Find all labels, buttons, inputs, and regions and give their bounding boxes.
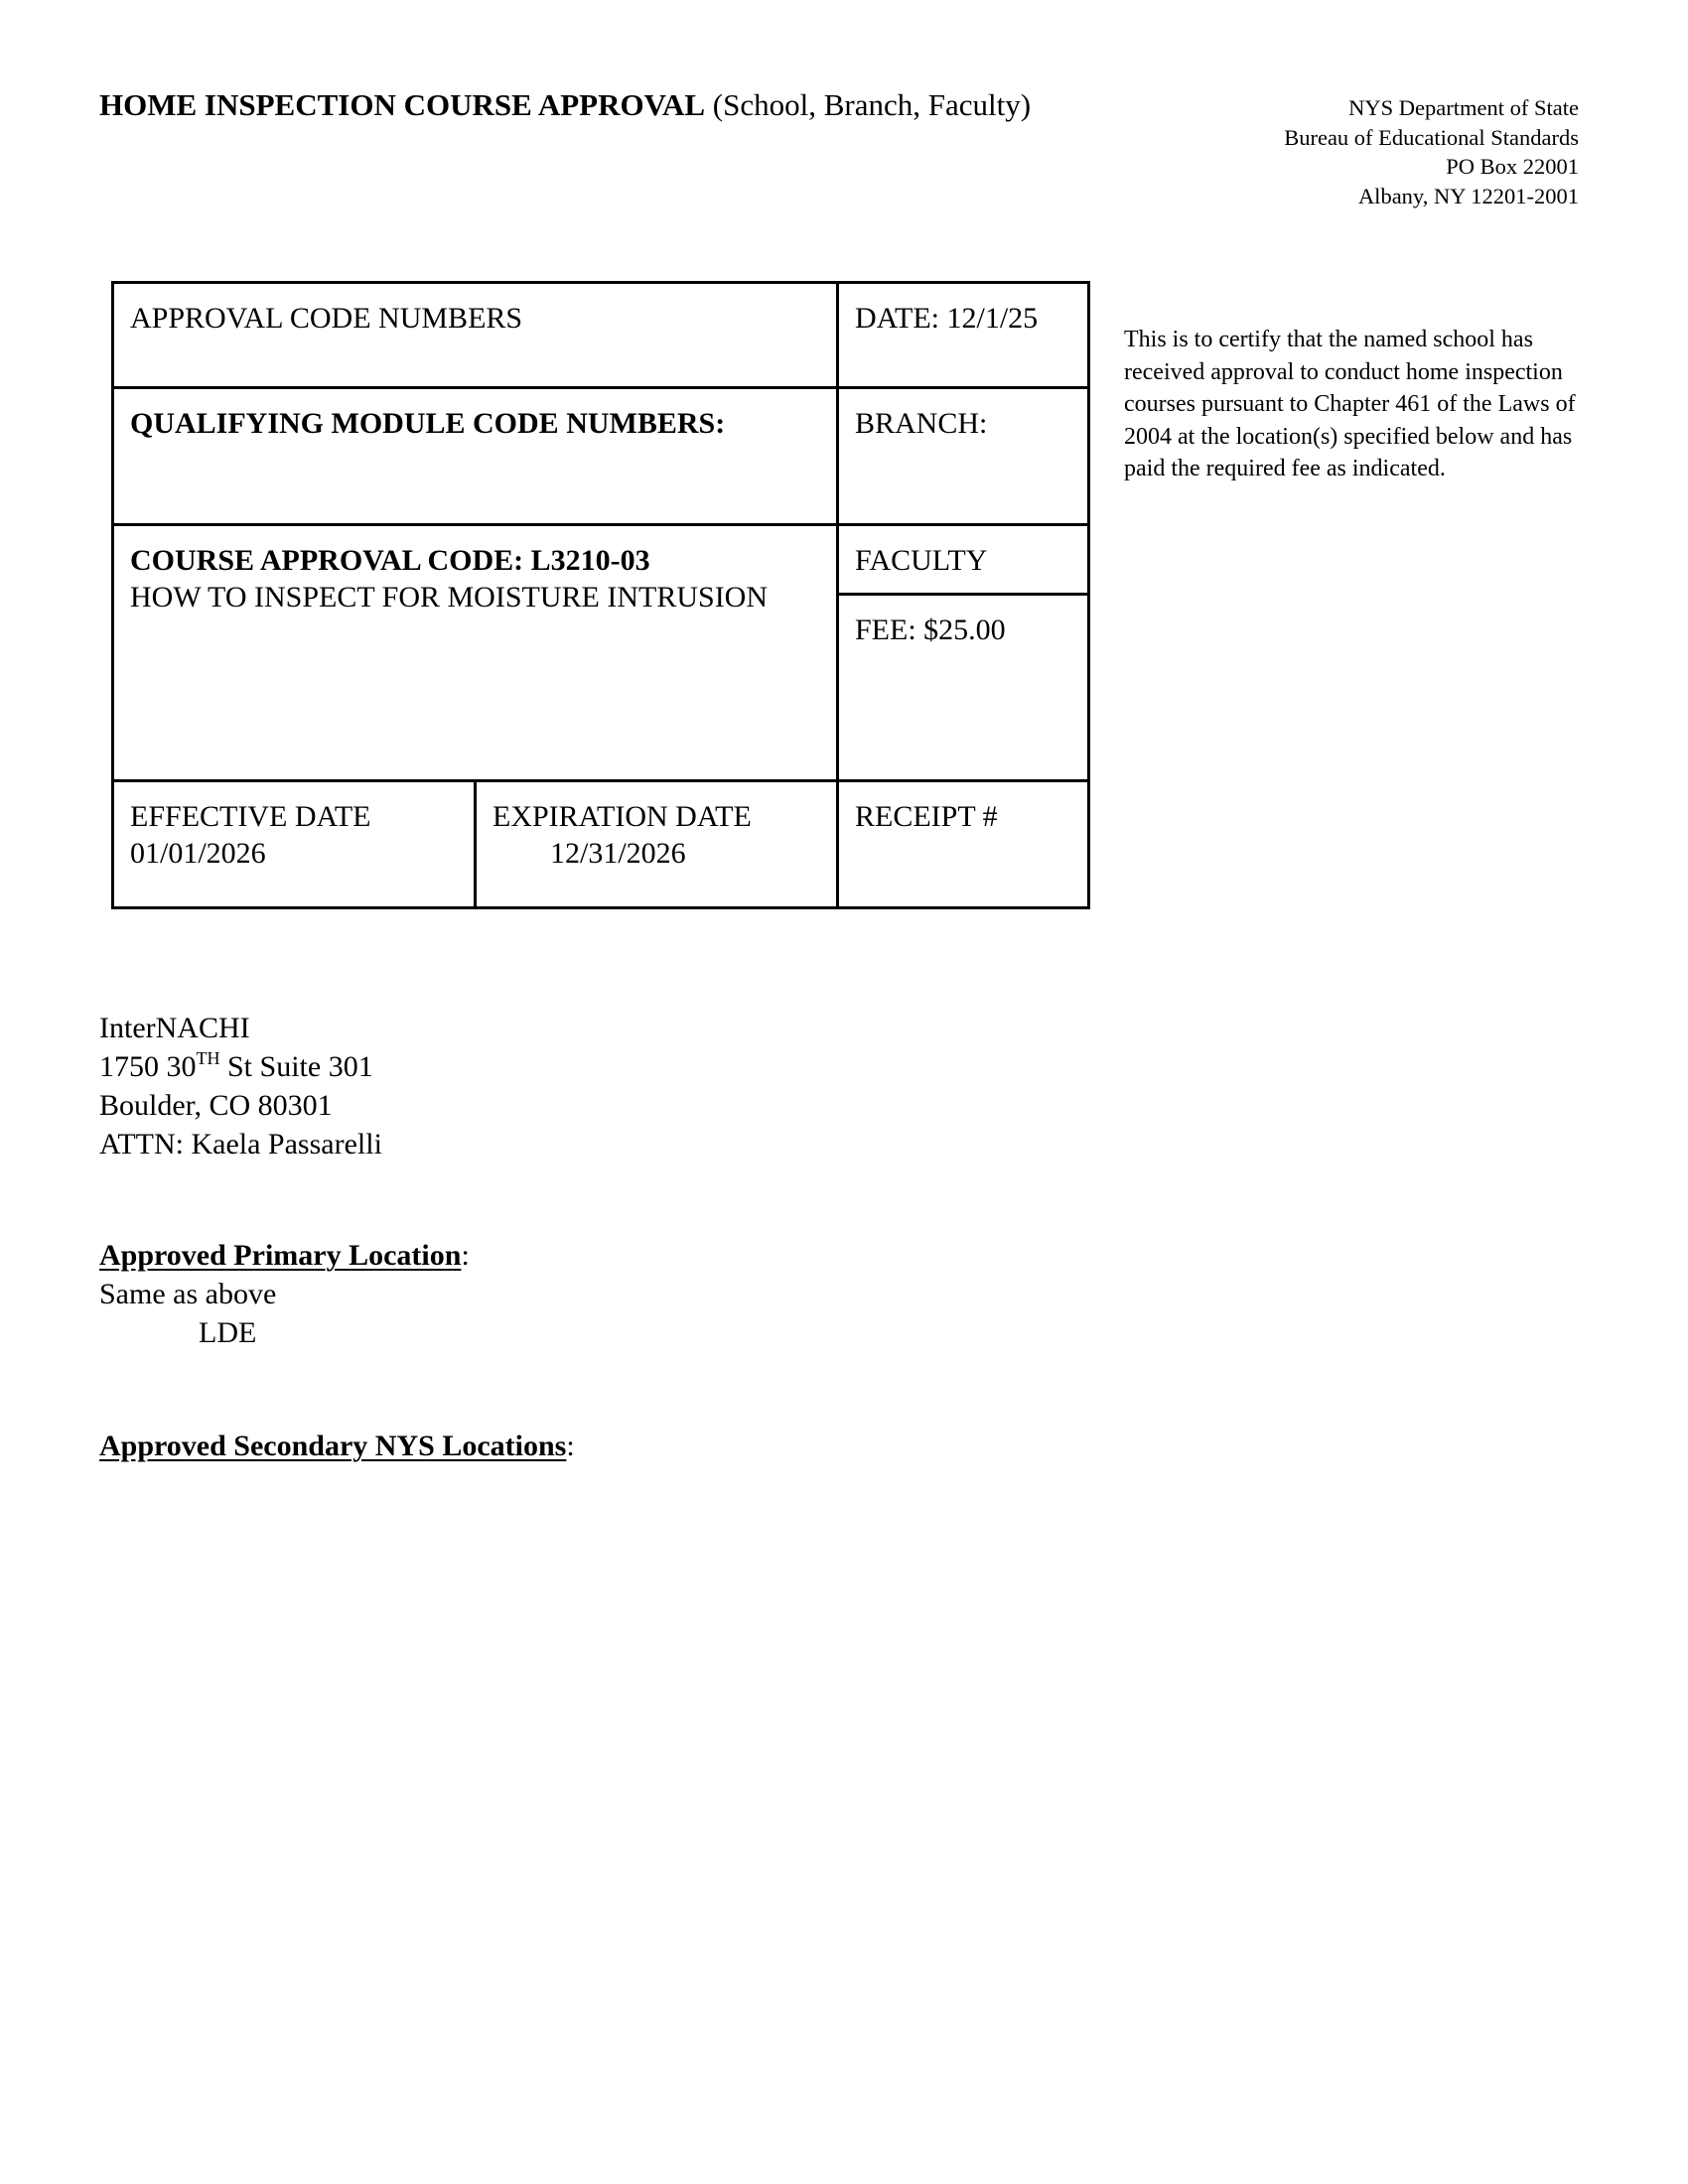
primary-location-line2: LDE (199, 1316, 257, 1349)
qualifying-module-cell (113, 388, 838, 525)
title-bold: HOME INSPECTION COURSE APPROVAL (99, 87, 706, 122)
course-cell (113, 525, 838, 781)
dept-line-2: Bureau of Educational Standards (1284, 124, 1579, 150)
school-address (99, 1009, 382, 1163)
school-street (99, 1047, 382, 1086)
primary-location-line1: Same as above (99, 1278, 277, 1310)
fee-cell (838, 595, 1089, 781)
primary-location-colon: : (461, 1239, 470, 1272)
effective-date-label: EFFECTIVE DATE (130, 800, 371, 833)
expiration-date-value: 12/31/2026 (550, 837, 686, 870)
receipt-cell (838, 781, 1089, 908)
street-suffix: St Suite 301 (219, 1050, 373, 1083)
dept-line-1: NYS Department of State (1348, 95, 1579, 120)
expiration-date-cell (476, 781, 838, 908)
expiration-date-label: EXPIRATION DATE (492, 800, 752, 833)
street-prefix: 1750 30 (99, 1050, 197, 1083)
school-attn: ATTN: Kaela Passarelli (99, 1128, 382, 1160)
faculty-label: FACULTY (855, 544, 988, 577)
effective-date-cell (113, 781, 476, 908)
department-address (1284, 93, 1579, 210)
secondary-location-colon: : (566, 1430, 575, 1462)
primary-location-heading-line (99, 1236, 470, 1275)
dept-line-3: PO Box 22001 (1446, 154, 1579, 179)
course-title: HOW TO INSPECT FOR MOISTURE INTRUSION (130, 581, 769, 614)
approval-code-numbers: APPROVAL CODE NUMBERS (130, 302, 523, 335)
course-approval-code: COURSE APPROVAL CODE: L3210-03 (130, 544, 650, 577)
faculty-cell (838, 525, 1089, 595)
secondary-location-heading-line (99, 1427, 575, 1465)
secondary-location-heading: Approved Secondary NYS Locations (99, 1430, 567, 1462)
branch-cell (838, 388, 1089, 525)
branch-label: BRANCH: (855, 407, 988, 440)
dept-line-4: Albany, NY 12201-2001 (1357, 183, 1579, 208)
document-title (99, 87, 1031, 123)
receipt-label: RECEIPT # (855, 800, 998, 833)
primary-location-heading: Approved Primary Location (99, 1239, 462, 1272)
school-city: Boulder, CO 80301 (99, 1089, 333, 1122)
fee: FEE: $25.00 (855, 614, 1006, 646)
approval-code-numbers-cell (113, 283, 838, 388)
qualifying-module-label: QUALIFYING MODULE CODE NUMBERS: (130, 407, 726, 440)
street-superscript: TH (196, 1048, 220, 1068)
school-name: InterNACHI (99, 1012, 250, 1044)
date-cell (838, 283, 1089, 388)
title-subtitle: (School, Branch, Faculty) (712, 87, 1032, 122)
secondary-location-section (99, 1427, 575, 1465)
certification-text: This is to certify that the named school has received approval to conduct home inspection courses pursuant to Chapter 461 of the Laws of 2004 at the location(s) specified below and has paid the required fee as indicated. (1124, 327, 1576, 481)
date: DATE: 12/1/25 (855, 302, 1039, 335)
primary-location-section (99, 1236, 470, 1352)
approval-table (111, 281, 1090, 909)
effective-date-value: 01/01/2026 (130, 837, 266, 870)
